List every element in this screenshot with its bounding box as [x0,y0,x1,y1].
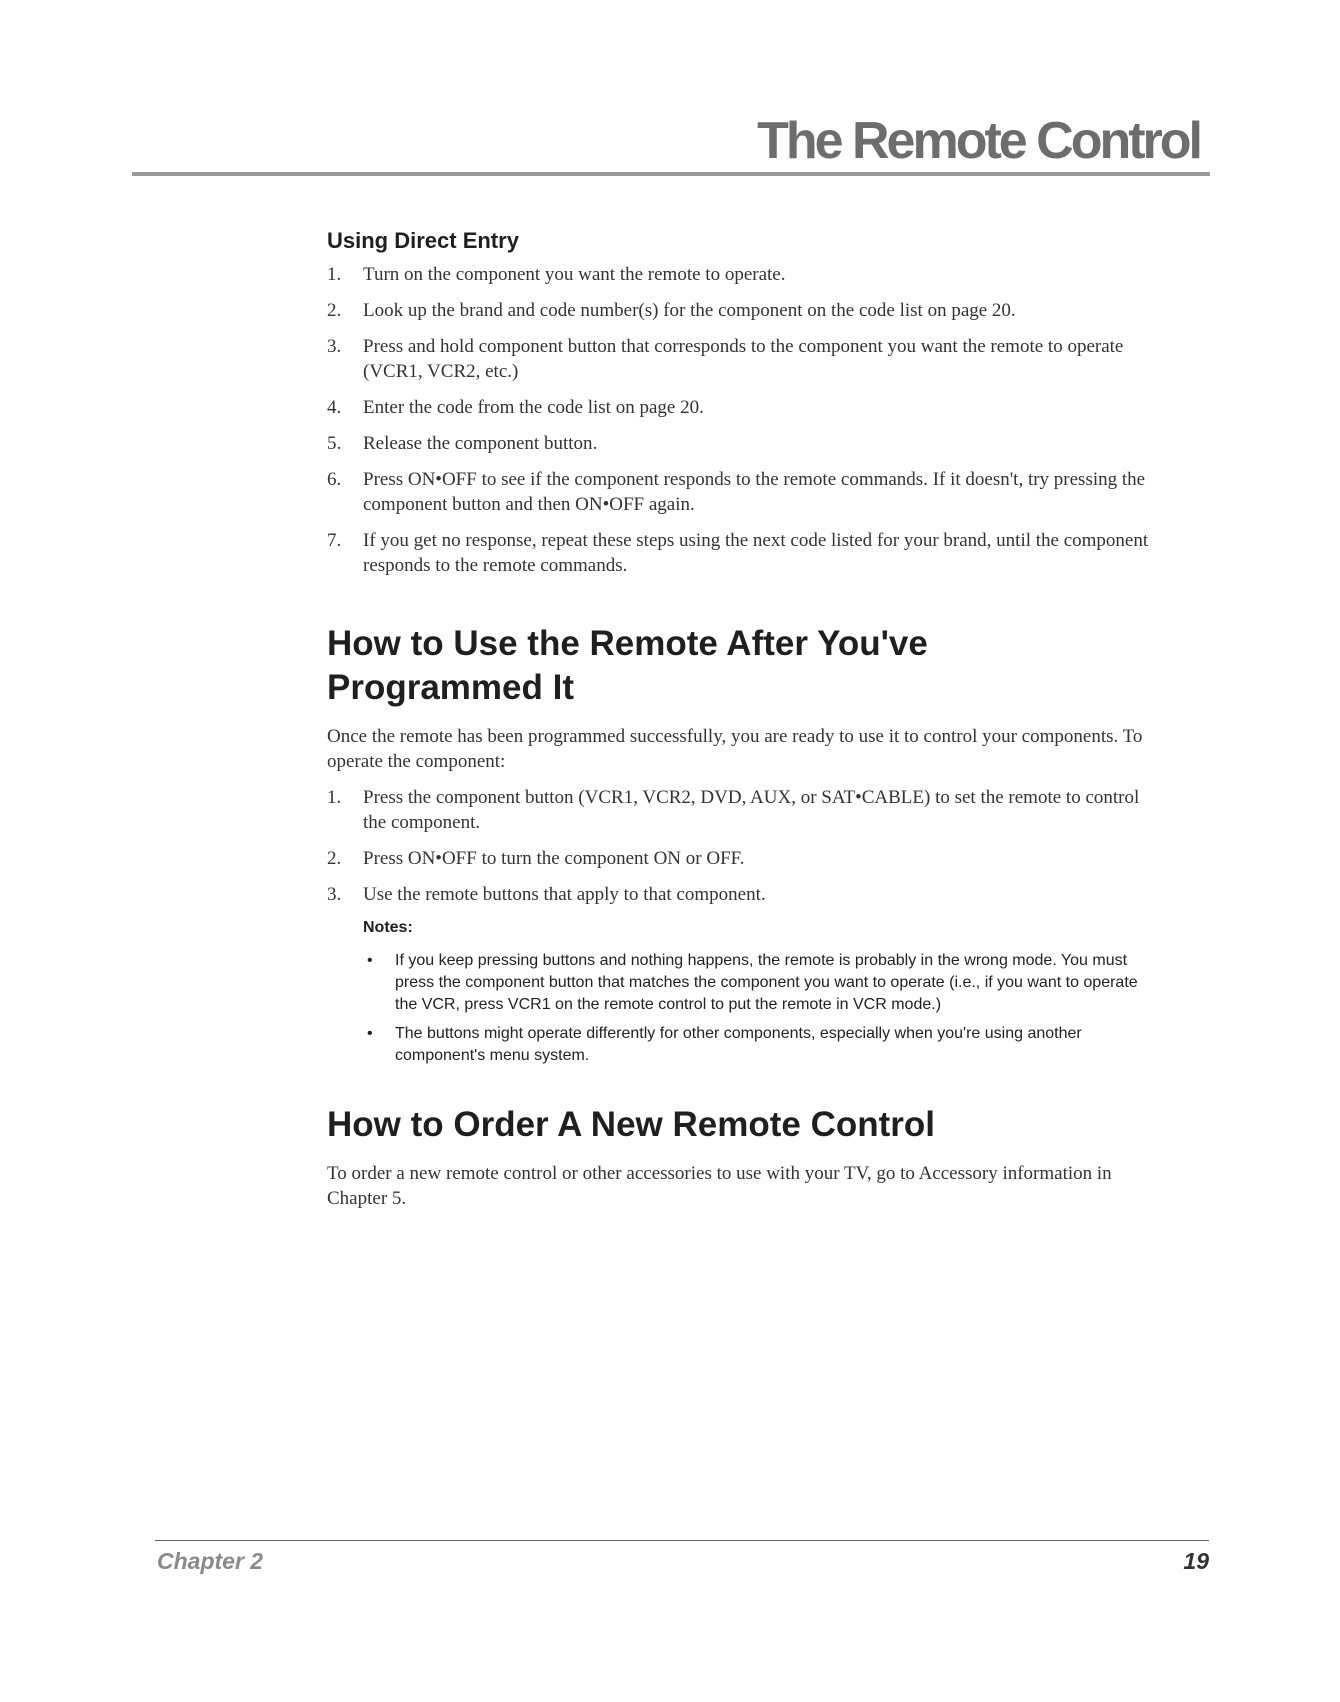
direct-entry-heading: Using Direct Entry [327,228,519,253]
step-number: 3. [327,336,342,357]
step-number: 7. [327,530,342,551]
list-item [327,431,1157,456]
step-text: Press ON•OFF to turn the component ON or OFF. [363,848,745,869]
notes-box [363,918,1157,1067]
step-text: Enter the code from the code list on page 20. [363,397,704,418]
step-text: Look up the brand and code number(s) for the component on the code list on page 20. [363,300,1016,321]
step-text: If you get no response, repeat these steps using the next code listed for your brand, until the component responds to the remote commands. [363,530,1149,576]
list-item [363,1023,1157,1067]
step-text: Press and hold component button that corresponds to the component you want the remote to operate (VCR1, VCR2, etc.) [363,336,1124,382]
list-item [327,846,1157,871]
step-number: 2. [327,300,342,321]
note-text: If you keep pressing buttons and nothing happens, the remote is probably in the wrong mode. You must press the component button that matches the component you want to operate (i.e., if you want to operate the VCR, press VCR1 on the remote control to put the remote in VCR mode.) [395,952,1138,1013]
list-item [327,298,1157,323]
step-text: Release the component button. [363,433,598,454]
step-text: Press ON•OFF to see if the component responds to the remote commands. If it doesn't, try pressing the component button and then ON•OFF again. [363,469,1146,515]
note-text: The buttons might operate differently for other components, especially when you're using another component's menu system. [395,1025,1082,1064]
use-remote-steps [327,785,1157,907]
bullet-icon: • [367,1025,373,1042]
step-number: 4. [327,397,342,418]
notes-title: Notes: [363,919,413,936]
list-item [327,334,1157,384]
step-text: Press the component button (VCR1, VCR2, DVD, AUX, or SAT•CABLE) to set the remote to control the component. [363,787,1140,833]
direct-entry-steps [327,262,1157,578]
page-header-title: The Remote Control [757,112,1200,170]
footer-chapter: Chapter 2 [157,1548,264,1574]
bullet-icon: • [367,952,373,969]
use-remote-heading: How to Use the Remote After You've Programmed It [327,624,928,707]
order-remote-heading: How to Order A New Remote Control [327,1105,935,1144]
step-text: Use the remote buttons that apply to that component. [363,884,766,905]
order-remote-text: To order a new remote control or other accessories to use with your TV, go to Accessory information in Chapter 5. [327,1163,1112,1209]
list-item [363,950,1157,1016]
step-text: Turn on the component you want the remote to operate. [363,264,786,285]
step-number: 3. [327,884,342,905]
list-item [327,467,1157,517]
list-item [327,395,1157,420]
step-number: 5. [327,433,342,454]
list-item [327,882,1157,907]
list-item [327,785,1157,835]
list-item [327,528,1157,578]
page-number: 19 [1183,1548,1209,1574]
step-number: 6. [327,469,342,490]
step-number: 1. [327,787,342,808]
header-rule [132,172,1210,176]
list-item [327,262,1157,287]
footer-rule [155,1540,1209,1541]
step-number: 2. [327,848,342,869]
notes-list [363,950,1157,1067]
page-content [327,226,1157,1222]
use-remote-intro: Once the remote has been programmed successfully, you are ready to use it to control your components. To operate the component: [327,726,1143,772]
step-number: 1. [327,264,342,285]
